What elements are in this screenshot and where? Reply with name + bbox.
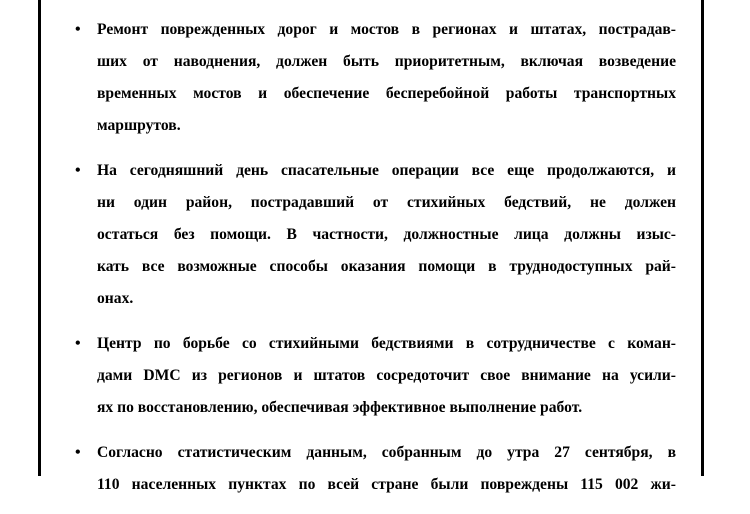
text-line: онах. <box>97 290 134 307</box>
bullet-item <box>75 155 676 315</box>
text-line: дами DMC из регионов и штатов сосредоточит свое внимание на усили- <box>97 367 676 384</box>
text-line: Центр по борьбе со стихийными бедствиями в сотрудничестве с коман- <box>97 335 676 352</box>
text-line: остаться без помощи. В частности, должностные лица должны изыс- <box>97 226 676 243</box>
document-body <box>75 14 676 514</box>
text-line: На сегодняшний день спасательные операции все еще продолжаются, и <box>97 162 676 179</box>
text-line: кать все возможные способы оказания помощи в труднодоступных рай- <box>97 258 676 275</box>
text-line: Ремонт поврежденных дорог и мостов в регионах и штатах, пострадав- <box>97 21 676 38</box>
text-line: ни один район, пострадавший от стихийных бедствий, не должен <box>97 194 676 211</box>
bullet-icon: • <box>75 444 81 461</box>
text-line: ях по восстановлению, обеспечивая эффективное выполнение работ. <box>97 399 583 416</box>
text-line: Согласно статистическим данным, собранным до утра 27 сентября, в <box>97 444 676 461</box>
bullet-item <box>75 328 676 424</box>
bullet-icon: • <box>75 21 81 38</box>
text-line: временных мостов и обеспечение бесперебойной работы транспортных <box>97 85 676 102</box>
bullet-icon: • <box>75 335 81 352</box>
text-line: 110 населенных пунктах по всей стране были повреждены 115 002 жи- <box>97 476 676 493</box>
bullet-item <box>75 437 676 501</box>
text-line: маршрутов. <box>97 117 181 134</box>
bullet-icon: • <box>75 162 81 179</box>
bullet-item <box>75 14 676 142</box>
text-line: ших от наводнения, должен быть приоритетным, включая возведение <box>97 53 676 70</box>
